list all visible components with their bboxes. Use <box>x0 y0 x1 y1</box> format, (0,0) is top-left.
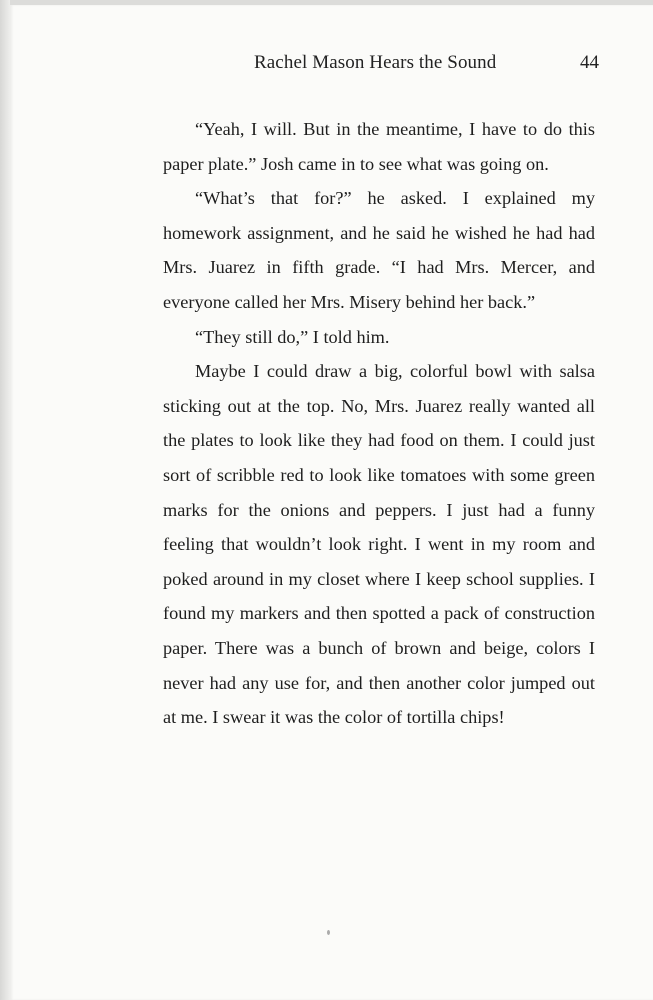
page-number: 44 <box>580 52 599 73</box>
ink-speck <box>327 930 330 935</box>
paragraph: “What’s that for?” he asked. I explained my homework assignment, and he said he wished he had had Mrs. Juarez in fifth grade. “I had Mrs. Mercer, and everyone called her Mrs. Misery behind her back.” <box>163 188 595 312</box>
scan-left-edge <box>0 0 10 1000</box>
body-text <box>163 112 595 735</box>
paragraph: “They still do,” I told him. <box>195 326 390 347</box>
paragraph: Maybe I could draw a big, colorful bowl with salsa sticking out at the top. No, Mrs. Juarez really wanted all the plates to look like they had food on them. I could just sort of scribble red to look like tomatoes with some green marks for the onions and peppers. I just had a funny feeling that wouldn’t look right. I went in my room and poked around in my closet where I keep school supplies. I found my markers and then spotted a pack of construction paper. There was a bunch of brown and beige, colors I never had any use for, and then another color jumped out at me. I swear it was the color of tortilla chips! <box>163 361 595 728</box>
running-title: Rachel Mason Hears the Sound <box>254 52 497 73</box>
paragraph: “Yeah, I will. But in the meantime, I have to do this paper plate.” Josh came in to see what was going on. <box>163 119 595 174</box>
running-header <box>0 52 653 82</box>
